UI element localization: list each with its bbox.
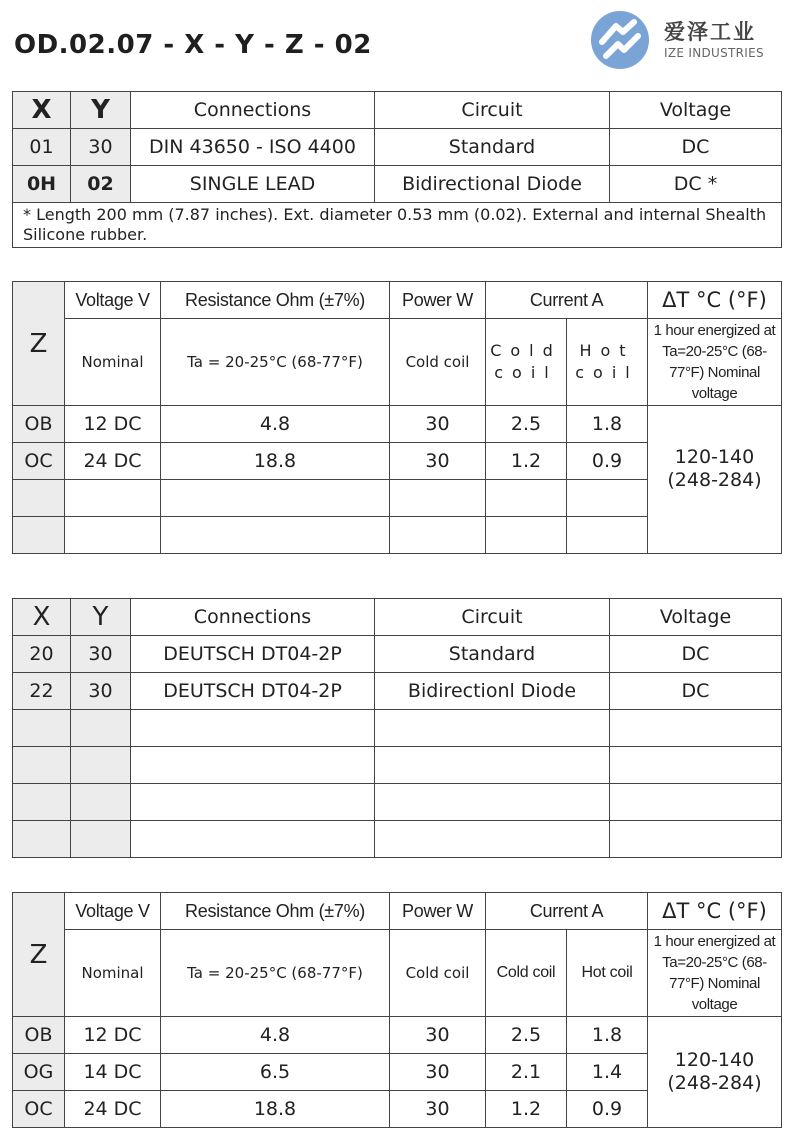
cell-resistance: 4.8 [161,1017,390,1054]
table-empty-row [13,821,782,858]
sub-current-hot: Hot coil [567,319,648,406]
header-power: Power W [390,282,486,319]
cell-y: 02 [71,166,131,203]
z-label: Z [13,893,65,1017]
cell-z: OG [13,1054,65,1091]
sub-nominal: Nominal [65,930,161,1017]
cell-power: 30 [390,1091,486,1128]
cell-resistance: 4.8 [161,406,390,443]
table-subheader-row [13,930,782,1017]
header-circuit: Circuit [375,599,610,636]
cell-current-cold: 2.5 [486,406,567,443]
cell-resistance: 18.8 [161,1091,390,1128]
table-empty-row [13,747,782,784]
table-row [13,166,782,203]
table-empty-row [13,784,782,821]
cell-voltage: 12 DC [65,1017,161,1054]
cell-y: 30 [71,673,131,710]
table-row [13,1017,782,1054]
table-empty-row [13,710,782,747]
header-connections: Connections [131,599,375,636]
cell-circuit: Standard [375,129,610,166]
sub-current-hot: Hot coil [567,930,648,1017]
cell-resistance: 6.5 [161,1054,390,1091]
z-label: Z [13,282,65,406]
table-header-row [13,282,782,319]
header-y: Y [71,92,131,129]
table-header-row [13,893,782,930]
cell-current-hot: 0.9 [567,1091,648,1128]
logo-english-text: IZE INDUSTRIES [664,46,764,60]
sub-current-cold: Cold coil [486,319,567,406]
header-power: Power W [390,893,486,930]
cell-voltage: DC * [610,166,782,203]
cell-x: 20 [13,636,71,673]
sub-delta-t-conditions: 1 hour energized at Ta=20-25°C (68-77°F) Nominal voltage [648,319,782,406]
table-header-row [13,92,782,129]
electrical-table-1 [12,281,782,554]
table-note: * Length 200 mm (7.87 inches). Ext. diameter 0.53 mm (0.02). External and internal Shealth Silicone rubber. [13,203,782,248]
header-voltage: Voltage V [65,893,161,930]
sub-delta-t-conditions: 1 hour energized at Ta=20-25°C (68-77°F) Nominal voltage [648,930,782,1017]
page-title: OD.02.07 - X - Y - Z - 02 [14,30,372,60]
cell-current-hot: 1.4 [567,1054,648,1091]
cell-current-cold: 2.1 [486,1054,567,1091]
table-row [13,673,782,710]
table-row [13,129,782,166]
header-delta-t: ΔT °C (°F) [648,282,782,319]
logo-chinese-text: 爱泽工业 [664,20,756,44]
cell-x: 01 [13,129,71,166]
cell-z: OB [13,1017,65,1054]
sub-current-cold: Cold coil [486,930,567,1017]
cell-circuit: Bidirectionl Diode [375,673,610,710]
sub-cold-coil: Cold coil [390,930,486,1017]
cell-circuit: Bidirectional Diode [375,166,610,203]
header-connections: Connections [131,92,375,129]
header-delta-t: ΔT °C (°F) [648,893,782,930]
table-header-row [13,599,782,636]
cell-voltage: 14 DC [65,1054,161,1091]
sub-ta: Ta = 20-25°C (68-77°F) [161,930,390,1017]
sub-nominal: Nominal [65,319,161,406]
delta-t-value-f: (248-284) [667,469,762,491]
header-voltage: Voltage [610,599,782,636]
cell-power: 30 [390,443,486,480]
connections-table-1 [12,91,782,248]
header-circuit: Circuit [375,92,610,129]
cell-connections: DIN 43650 - ISO 4400 [131,129,375,166]
header-voltage: Voltage V [65,282,161,319]
cell-x: 0H [13,166,71,203]
electrical-table-2 [12,892,782,1128]
cell-z: OB [13,406,65,443]
cell-voltage: DC [610,129,782,166]
sub-cold-coil: Cold coil [390,319,486,406]
cell-current-cold: 1.2 [486,443,567,480]
cell-delta-t [648,406,782,554]
cell-voltage: DC [610,636,782,673]
table-subheader-row [13,319,782,406]
header-x: X [13,599,71,636]
header-current: Current A [486,282,648,319]
delta-t-value: 120-140 [674,446,755,468]
sub-ta: Ta = 20-25°C (68-77°F) [161,319,390,406]
delta-t-value: 120-140 [674,1049,755,1071]
cell-current-cold: 2.5 [486,1017,567,1054]
cell-voltage: 12 DC [65,406,161,443]
table-row [13,406,782,443]
cell-x: 22 [13,673,71,710]
cell-connections: DEUTSCH DT04-2P [131,636,375,673]
cell-resistance: 18.8 [161,443,390,480]
cell-z: OC [13,443,65,480]
cell-current-hot: 1.8 [567,1017,648,1054]
header-voltage: Voltage [610,92,782,129]
cell-power: 30 [390,1054,486,1091]
delta-t-value-f: (248-284) [667,1072,762,1094]
cell-current-hot: 0.9 [567,443,648,480]
cell-voltage: 24 DC [65,443,161,480]
header-current: Current A [486,893,648,930]
connections-table-2 [12,598,782,858]
cell-connections: DEUTSCH DT04-2P [131,673,375,710]
cell-y: 30 [71,636,131,673]
cell-current-cold: 1.2 [486,1091,567,1128]
table-note-row [13,203,782,248]
header-resistance: Resistance Ohm (±7%) [161,893,390,930]
cell-y: 30 [71,129,131,166]
cell-delta-t [648,1017,782,1128]
cell-voltage: 24 DC [65,1091,161,1128]
cell-voltage: DC [610,673,782,710]
cell-connections: SINGLE LEAD [131,166,375,203]
cell-circuit: Standard [375,636,610,673]
cell-current-hot: 1.8 [567,406,648,443]
header-resistance: Resistance Ohm (±7%) [161,282,390,319]
header-x: X [13,92,71,129]
cell-z: OC [13,1091,65,1128]
table-row [13,636,782,673]
cell-power: 30 [390,1017,486,1054]
header-y: Y [71,599,131,636]
cell-power: 30 [390,406,486,443]
